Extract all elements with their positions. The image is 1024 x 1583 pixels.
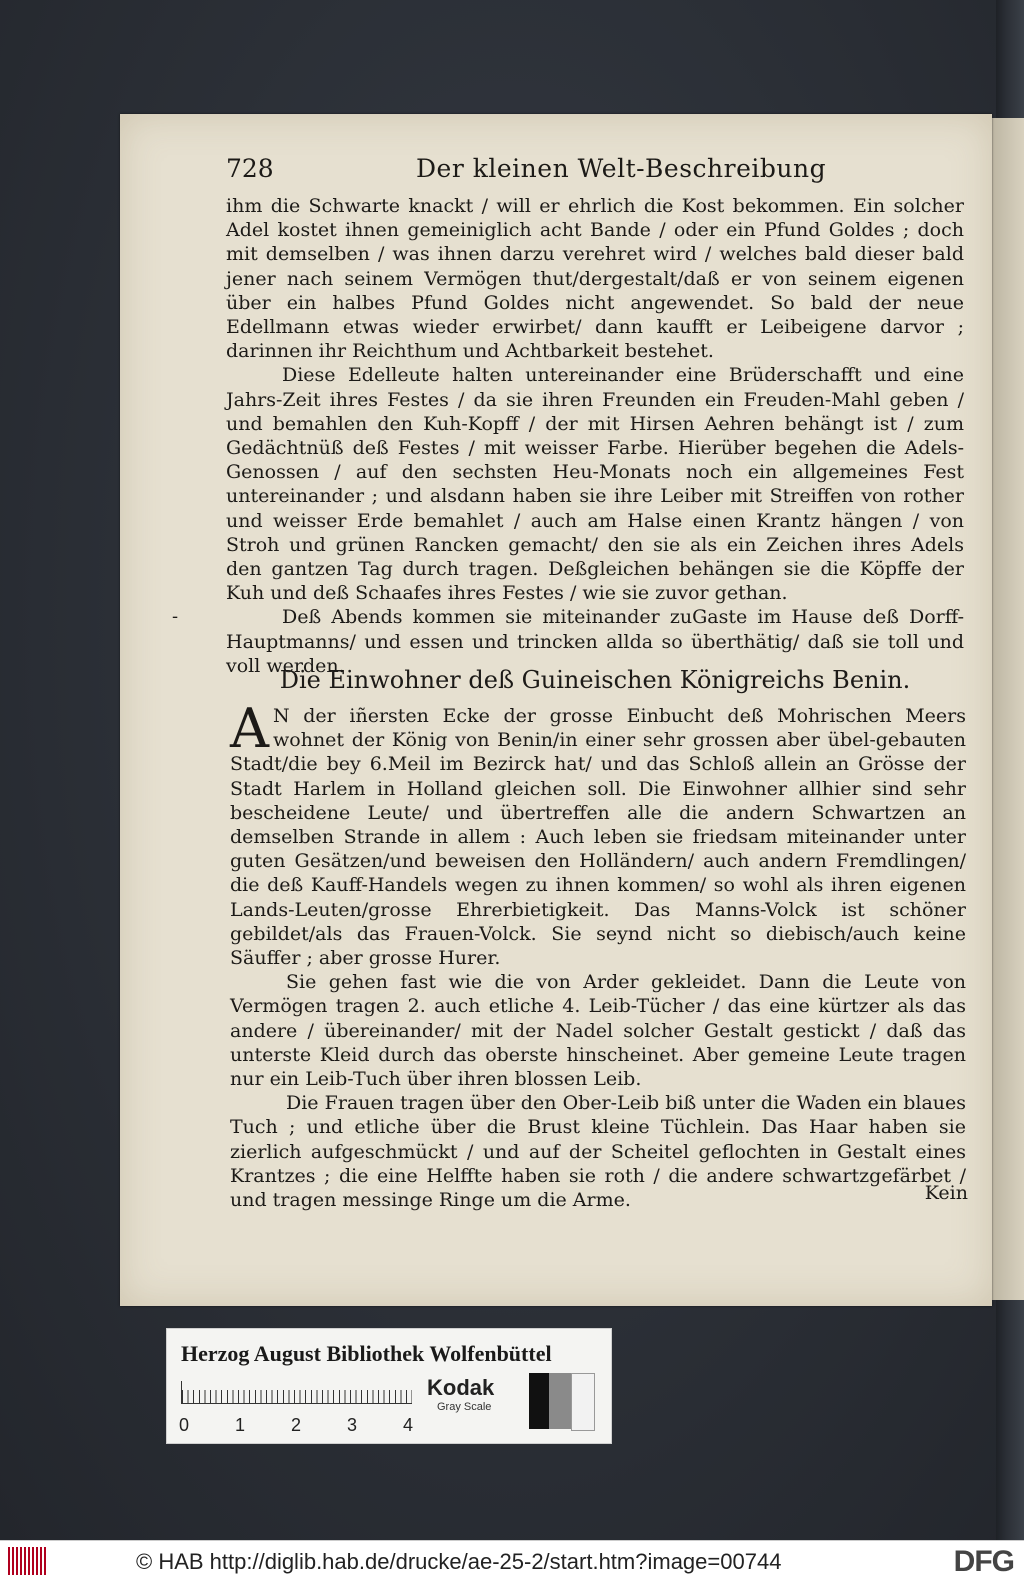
paragraph: ihm die Schwarte knackt / will er ehrlich die Kost bekommen. Ein solcher Adel kostet ihnen gemeiniglich acht Bande / oder ein Pfund Goldes ; doch mit demselben / was ihnen darzu verehret wird / welches bald dieser bald jener nach seinem Vermögen thut/dergestalt/daß er von seinem eigenen über ein halbes Pfund Goldes nicht angewendet. So bald der neue Edellmann etwas wieder erwirbet/ dann kaufft er Leibeigene darvor ; darinnen ihr Reichthum und Achtbarkeit bestehet.	[226, 195, 964, 363]
body-text-top	[226, 194, 964, 678]
dfg-logo: DFG	[953, 1545, 1014, 1578]
kodak-brand: Kodak	[427, 1375, 495, 1400]
scale-ruler	[181, 1381, 412, 1404]
page-header	[226, 154, 966, 188]
paragraph	[230, 697, 966, 970]
paragraph: Die Frauen tragen über den Ober-Leib biß unter die Waden ein blaues Tuch ; und etliche über die Brust kleine Tüchlein. Das Haar haben sie zierlich aufgeschmückt / und auf der Scheitel geflochten in Gestalt eines Krantzes ; die eine Helffte haben sie roth / die andere schwartzgefärbet / und tragen messinge Ringe um die Arme.	[230, 1092, 966, 1212]
ruler-labels	[177, 1415, 427, 1435]
paragraph: Deß Abends kommen sie miteinander zuGaste im Hause deß Dorff-Hauptmanns/ und essen und trincken allda so überthätig/ daß sie toll und voll werden.	[226, 606, 964, 677]
margin-mark: -	[172, 606, 179, 627]
ruler-label: 4	[403, 1415, 414, 1435]
page-number: 728	[226, 154, 274, 183]
footer-bar	[0, 1540, 1024, 1583]
running-title: Der kleinen Welt-Beschreibung	[416, 154, 827, 183]
body-text-bottom	[230, 697, 966, 1212]
library-label-card	[166, 1328, 612, 1444]
ruler-label: 2	[291, 1415, 302, 1435]
ruler-label: 3	[347, 1415, 358, 1435]
hab-logo-icon	[8, 1547, 46, 1575]
gray-swatch-white	[571, 1373, 595, 1431]
copyright-url[interactable]: © HAB http://diglib.hab.de/drucke/ae-25-2/start.htm?image=00744	[136, 1549, 782, 1574]
ruler-label: 0	[179, 1415, 190, 1435]
gray-swatch-black	[529, 1373, 549, 1429]
paragraph: Sie gehen fast wie die von Arder gekleidet. Dann die Leute von Vermögen tragen 2. auch etliche 4. Leib-Tücher / das eine kürtzer als das andere / übereinander/ mit der Nadel solcher Gestalt gestickt / daß das unterste Kleid durch das oberste hinscheinet. Aber gemeine Leute tragen nur ein Leib-Tuch über ihren blossen Leib.	[230, 971, 966, 1091]
kodak-gray-scale-label: Gray Scale	[437, 1401, 492, 1413]
facing-page-edge	[992, 118, 1024, 1300]
gray-swatch-mid	[549, 1373, 571, 1429]
section-heading: Die Einwohner deß Guineischen Königreichs Benin.	[279, 666, 911, 694]
drop-cap: A	[230, 697, 269, 760]
catchword: Kein	[924, 1182, 968, 1204]
book-page	[120, 114, 992, 1306]
library-name: Herzog August Bibliothek Wolfenbüttel	[181, 1341, 552, 1366]
paragraph: Diese Edelleute halten untereinander eine Brüderschafft und eine Jahrs-Zeit ihres Festes / da sie ihren Freunden ein Freuden-Mahl geben / und bemahlen den Kuh-Kopff / der mit Hirsen Aehren behängt ist / zum Gedächtnüß deß Festes / mit weisser Farbe. Hierüber begehen die Adels-Genossen / auf den sechsten Heu-Monats noch ein allgemeines Fest untereinander ; und alsdann haben sie ihre Leiber mit Streiffen von rother und weisser Erde bemahlet / auch am Halse einen Krantz hängen / von Stroh und grünen Rancken gemacht/ den sie als ein Zeichen ihres Adels den gantzen Tag durch tragen. Deßgleichen behängen sie die Köpffe der Kuh und deß Schaafes ihres Festes / wie sie zuvor gethan.	[226, 364, 964, 605]
ruler-label: 1	[235, 1415, 246, 1435]
paragraph-text: N der iñersten Ecke der grosse Einbucht deß Mohrischen Meers wohnet der König von Benin/in einer sehr grossen aber übel-gebauten Stadt/die bey 6.Meil im Bezirck hat/ und das Schloß allein an Grösse der Stadt Harlem in Holland gleichen soll. Die Einwohner allhier sind sehr bescheidene Leute/ und übertreffen alle die andern Schwartzen an demselben Strande in allem : Auch leben sie friedsam miteinander unter guten Gesätzen/und beweisen den Holländern/ auch andern Fremdlingen/ die deß Kauff-Handels wegen zu ihnen kommen/ so wohl als ihren eigenen Lands-Leuten/grosse Ehrerbietigkeit. Das Manns-Volck ist schöner gebildet/als das Frauen-Volck. Sie seynd nicht so diebisch/auch keine Säuffer ; aber grosse Hurer.	[230, 705, 966, 970]
